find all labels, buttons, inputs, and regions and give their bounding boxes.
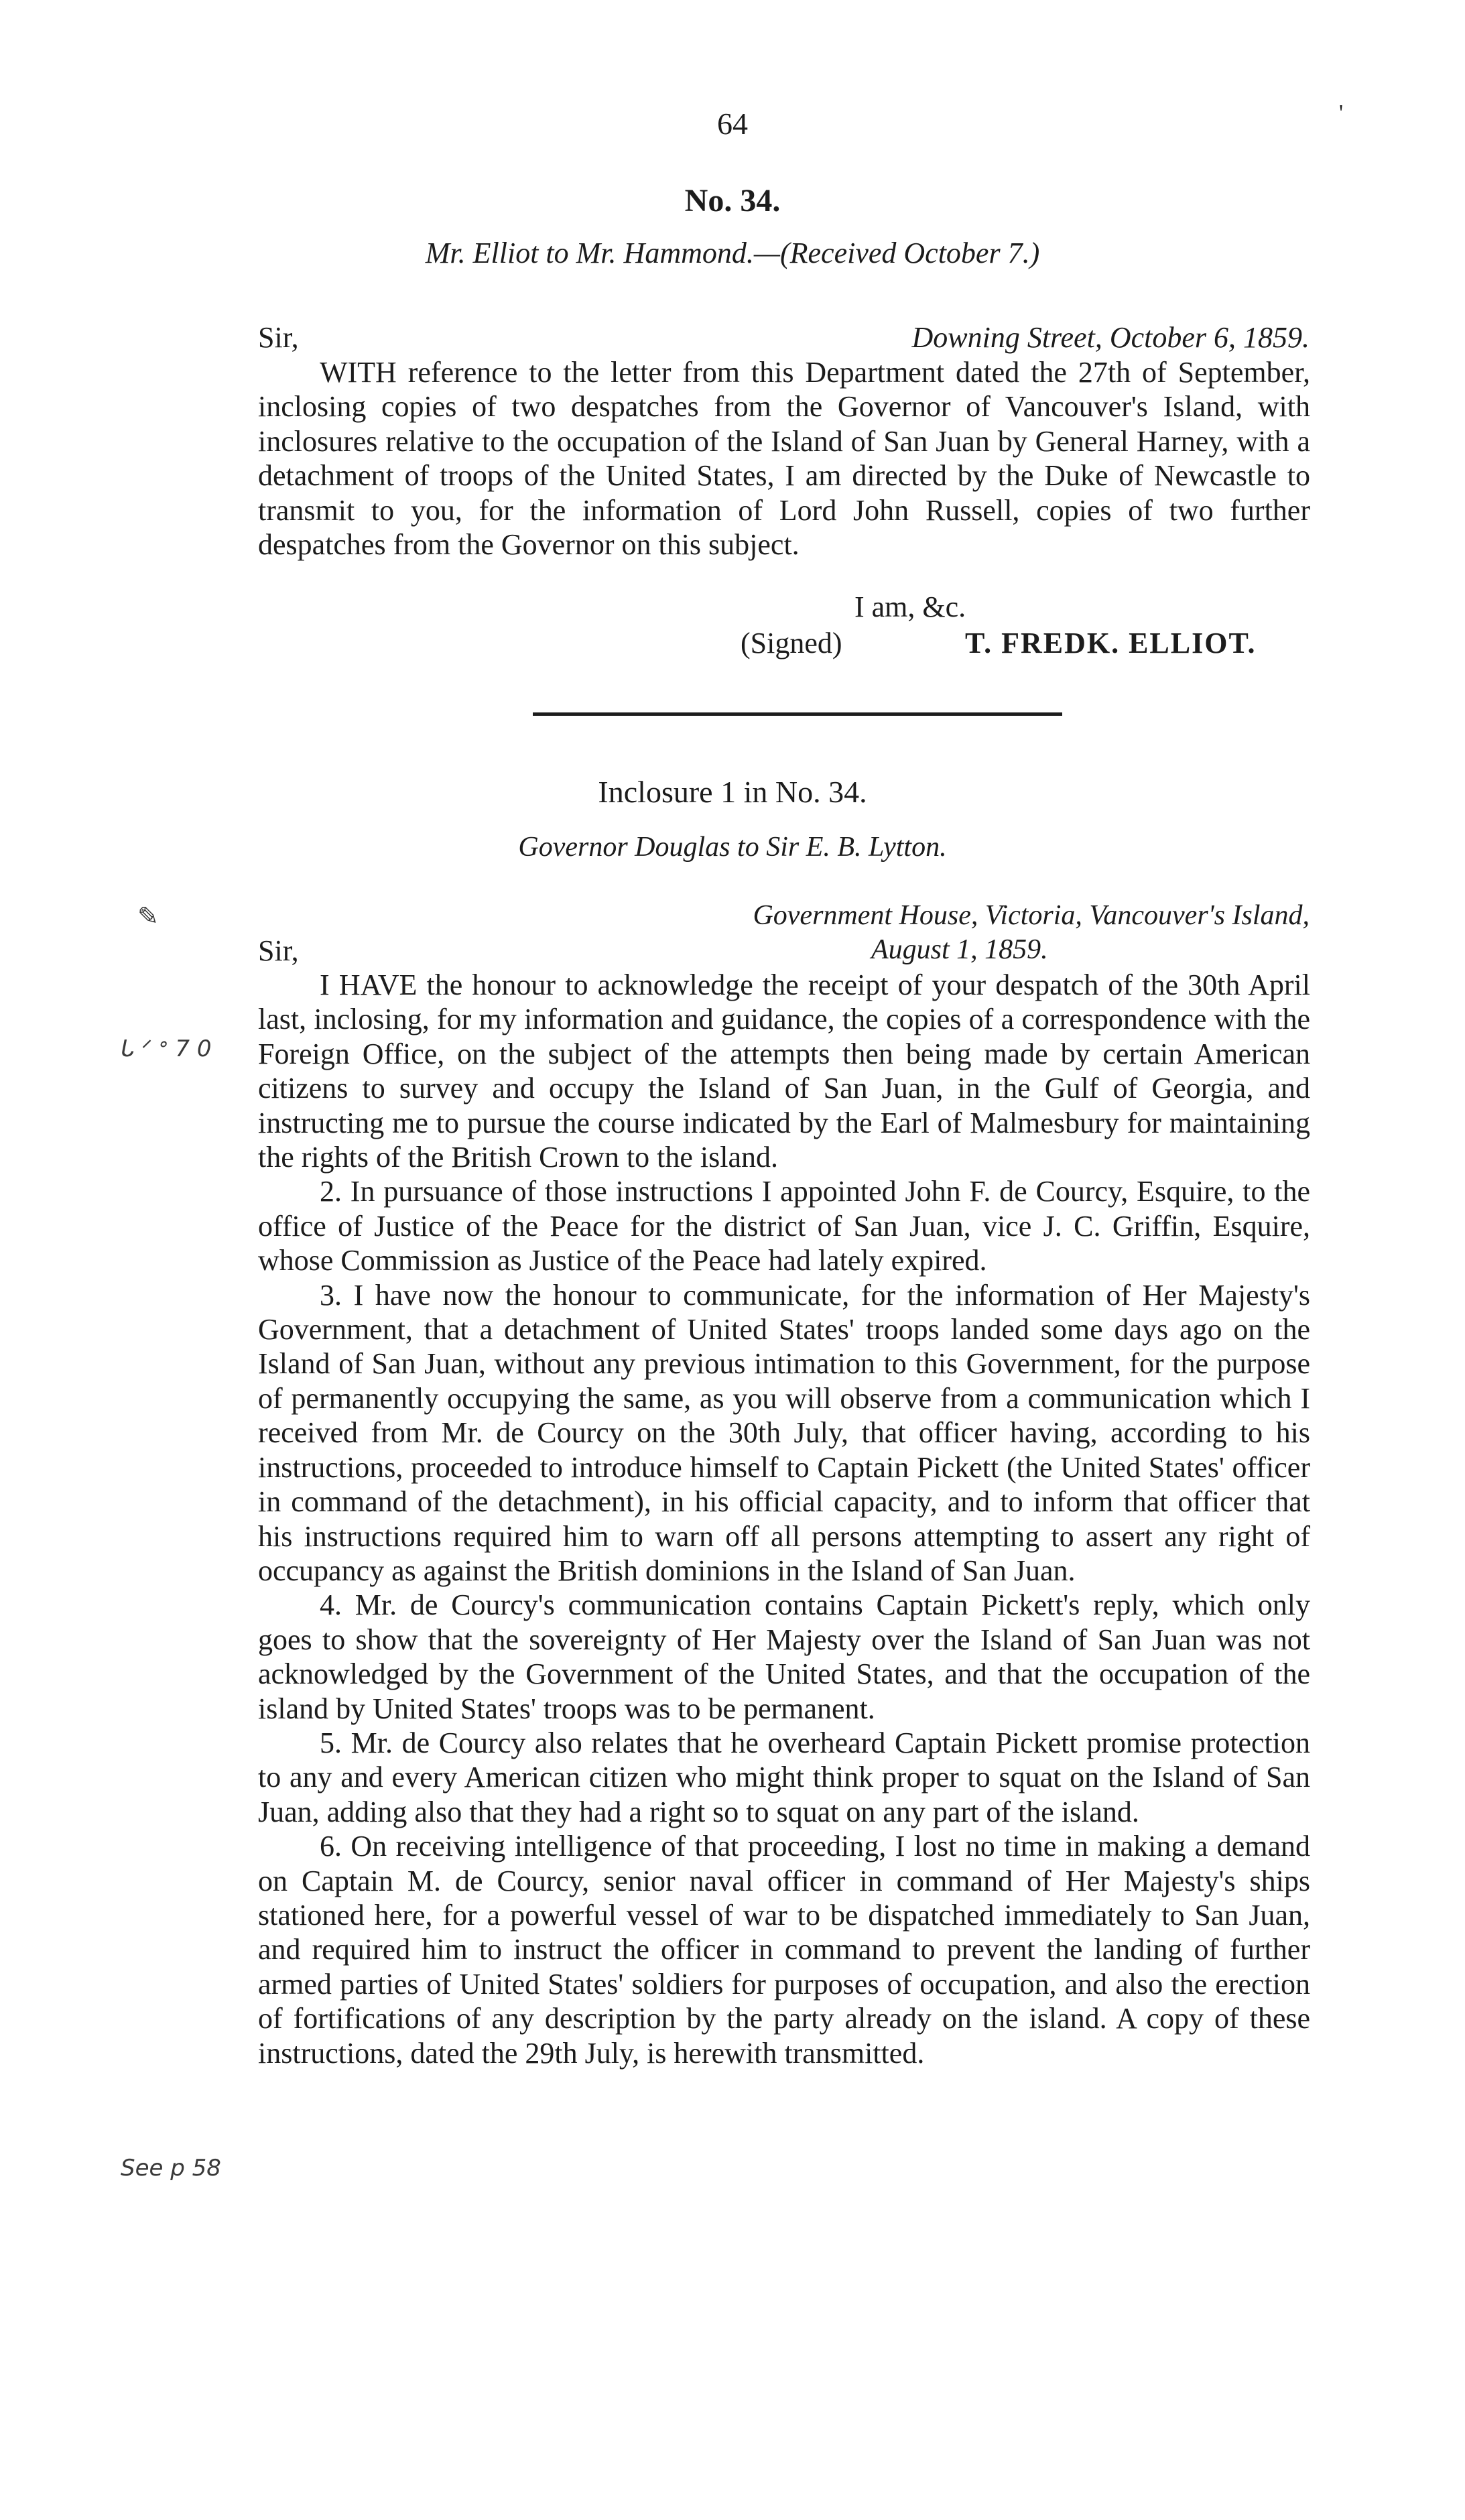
inclosure-paragraph-2: 2. In pursuance of those instructions I appointed John F. de Courcy, Esquire, to the office of Justice of the Peace for the district of San Juan, vice J. C. Griffin, Esquire, whose Commission as Justice of the Peace had lately expired. [258,1175,1310,1277]
section-divider [533,712,1062,716]
letter-salutation: Sir, [258,321,299,354]
inclosure-date: August 1, 1859. [871,934,1048,965]
inclosure-paragraph-5: 5. Mr. de Courcy also relates that he overheard Captain Pickett promise protection to any and every American citizen who might think proper to squat on the Island of San Juan, adding also that they had a right so to squat on any part of the island. [258,1726,1310,1828]
document-number: No. 34. [684,183,781,218]
inclosure-title: Inclosure 1 in No. 34. [598,775,867,809]
signature-name: T. FREDK. ELLIOT. [965,627,1257,659]
inclosure-paragraph-6: 6. On receiving intelligence of that proceeding, I lost no time in making a demand on Captain M. de Courcy, senior naval officer in command of Her Majesty's ships stationed here, for a powerful vessel of war to be dispatched immediately to San Juan, and required him to instruct the officer in command to prevent the landing of further armed parties of United States' soldiers for purposes of occupation, and also the erection of fortifications of any description by the party already on the island. A copy of these instructions, dated the 29th July, is herewith transmitted. [258,1830,1310,2070]
letter-dateline: Downing Street, October 6, 1859. [911,321,1310,354]
margin-note-see-page: See p 58 [121,2155,221,2182]
document-subtitle: Mr. Elliot to Mr. Hammond.—(Received October 7.) [425,237,1040,269]
inclosure-paragraph-1: I HAVE the honour to acknowledge the receipt of your despatch of the 30th April last, inclosing, for my information and guidance, the copies of a correspondence with the Foreign Office, on the subject of the attempts then being made by certain American citizens to survey and occupy the Island of San Juan, in the Gulf of Georgia, and instructing me to pursue the course indicated by the Earl of Malmesbury for maintaining the rights of the British Crown to the island. [258,968,1310,1174]
letter-body [258,355,1310,562]
letter-closing: I am, &c. [854,590,966,623]
margin-note-reference: ᒐ ᐟ ᐤ 7 0 [121,1035,212,1062]
inclosure-address: Government House, Victoria, Vancouver's Island, [753,900,1310,931]
inclosure-salutation: Sir, [258,934,299,967]
inclosure-body [258,968,1310,2070]
letter-paragraph: WITH reference to the letter from this Department dated the 27th of September, inclosing copies of two despatches from the Governor of Vancouver's Island, with inclosures relative to the occupation of the Island of San Juan by General Harney, with a detachment of troops of the United States, I am directed by the Duke of Newcastle to transmit to you, for the information of Lord John Russell, copies of two further despatches from the Governor on this subject. [258,356,1310,562]
signature-block [741,626,1257,660]
inclosure-subtitle: Governor Douglas to Sir E. B. Lytton. [518,832,947,863]
corner-mark: ' [1339,101,1344,125]
signed-label: (Signed) [741,627,842,659]
inclosure-paragraph-4: 4. Mr. de Courcy's communication contains Captain Pickett's reply, which only goes to show that the sovereignty of Her Majesty over the Island of San Juan was not acknowledged by the Government of the United States, and that the occupation of the island by United States' troops was to be permanent. [258,1588,1310,1725]
margin-note-mark: ✎ [137,901,159,931]
page-number: 64 [717,107,748,141]
inclosure-paragraph-3: 3. I have now the honour to communicate, for the information of Her Majesty's Government, that a detachment of United States' troops landed some days ago on the Island of San Juan, without any previous intimation to this Government, for the purpose of permanently occupying the same, as you will observe from a communication which I received from Mr. de Courcy on the 30th July, that officer having, according to his instructions, proceeded to introduce himself to Captain Pickett (the United States' officer in command of the detachment), in his official capacity, and to inform that officer that his instructions required him to warn off all persons attempting to assert any right of occupancy as against the British dominions in the Island of San Juan. [258,1278,1310,1587]
